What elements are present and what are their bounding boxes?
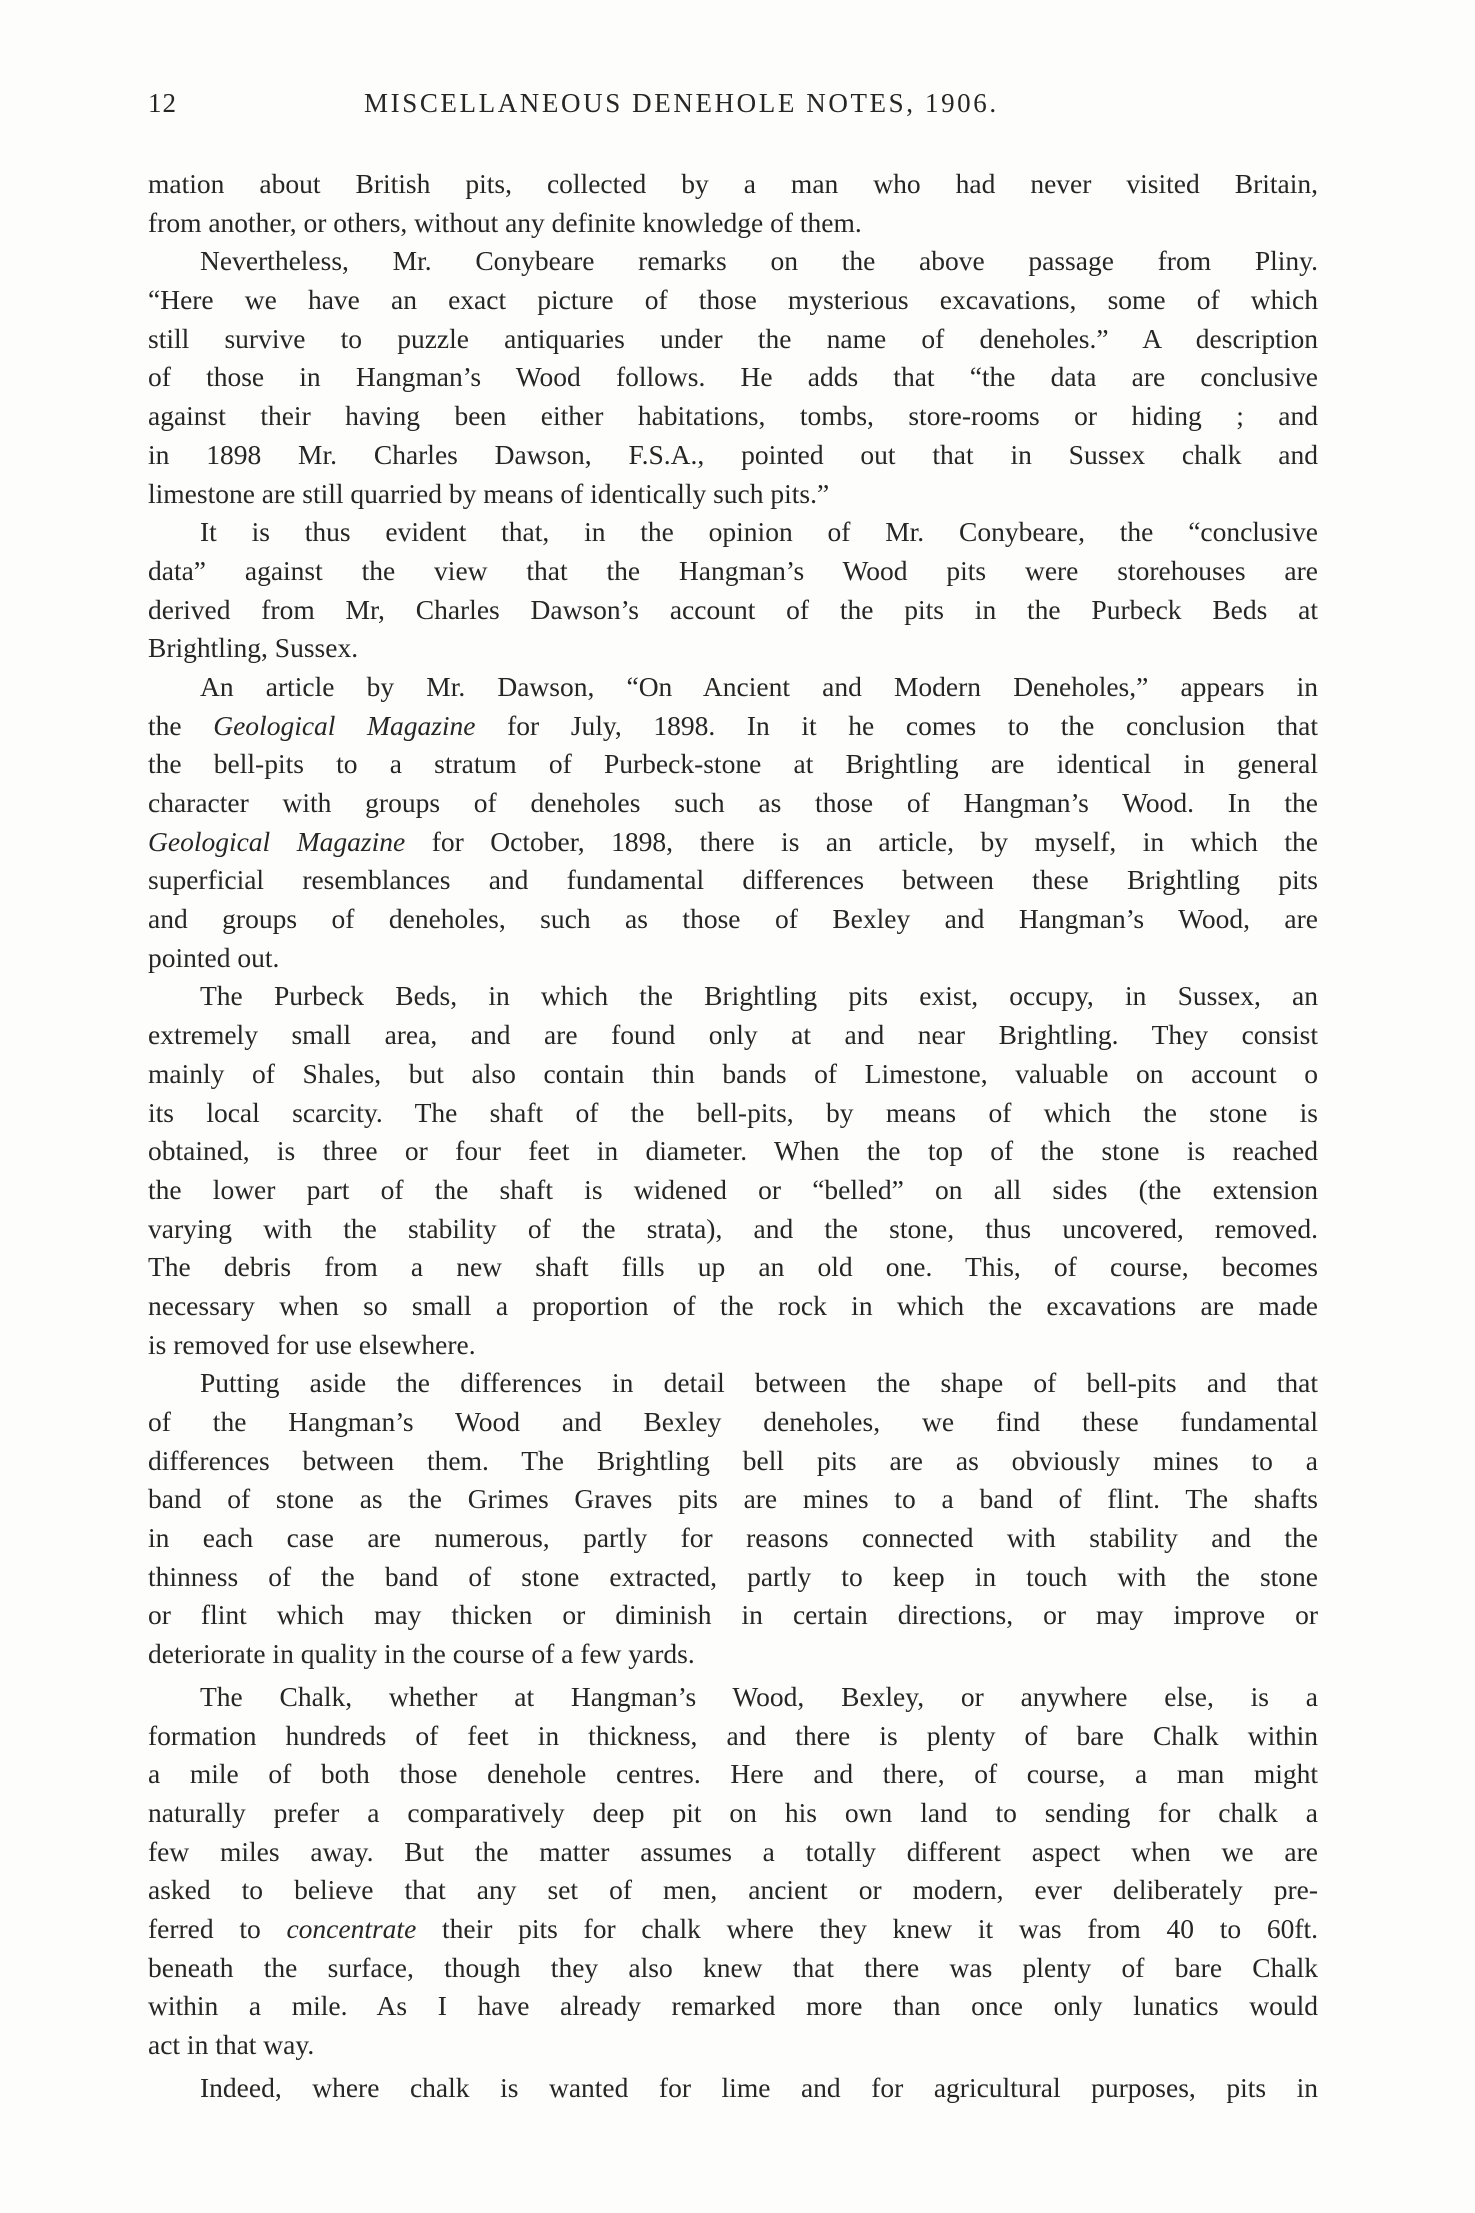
text-line: differences between them. The Brightling bell pits are as obviously mines to a bbox=[148, 1444, 1318, 1476]
text-line: within a mile. As I have already remarked more than once only lunatics would bbox=[148, 1990, 1318, 2022]
paragraph-first-line: Indeed, where chalk is wanted for lime and for agricultural purposes, pits in bbox=[200, 2071, 1318, 2103]
text-line: few miles away. But the matter assumes a totally different aspect when we are bbox=[148, 1835, 1318, 1867]
text-line: the bell-pits to a stratum of Purbeck-stone at Brightling are identical in general bbox=[148, 748, 1318, 780]
text-line: and groups of deneholes, such as those of Bexley and Hangman’s Wood, are bbox=[148, 903, 1318, 935]
paragraph-first-line: It is thus evident that, in the opinion of Mr. Conybeare, the “conclusive bbox=[200, 516, 1318, 548]
text-line: obtained, is three or four feet in diameter. When the top of the stone is reached bbox=[148, 1135, 1318, 1167]
text-line: from another, or others, without any definite knowledge of them. bbox=[148, 206, 862, 238]
text-run: for October, 1898, there is an article, by myself, in which the bbox=[405, 825, 1319, 857]
text-line: varying with the stability of the strata), and the stone, thus uncovered, removed. bbox=[148, 1212, 1318, 1244]
text-line: mainly of Shales, but also contain thin bands of Limestone, valuable on account o bbox=[148, 1057, 1318, 1089]
journal-title: Geological Magazine bbox=[148, 825, 406, 857]
text-line: deteriorate in quality in the course of a few yards. bbox=[148, 1638, 695, 1670]
text-line: the lower part of the shaft is widened or “belled” on all sides (the extension bbox=[148, 1173, 1318, 1205]
text-line: extremely small area, and are found only at and near Brightling. They consist bbox=[148, 1019, 1318, 1051]
page-number: 12 bbox=[148, 88, 177, 118]
text-line: in 1898 Mr. Charles Dawson, F.S.A., pointed out that in Sussex chalk and bbox=[148, 438, 1318, 470]
text-line: mation about British pits, collected by a man who had never visited Britain, bbox=[148, 168, 1318, 199]
text-line bbox=[148, 707, 1318, 746]
paragraph-first-line: Putting aside the differences in detail between the shape of bell-pits and that bbox=[200, 1367, 1318, 1399]
page-header bbox=[148, 82, 1318, 130]
text-line: a mile of both those denehole centres. Here and there, of course, a man might bbox=[148, 1758, 1318, 1790]
journal-title: Geological Magazine bbox=[213, 709, 476, 741]
paragraph-first-line: The Purbeck Beds, in which the Brightling pits exist, occupy, in Sussex, an bbox=[200, 980, 1318, 1012]
text-line: The debris from a new shaft fills up an old one. This, of course, becomes bbox=[148, 1251, 1318, 1283]
text-line: naturally prefer a comparatively deep pit on his own land to sending for chalk a bbox=[148, 1796, 1318, 1828]
text-run: the bbox=[148, 709, 214, 741]
text-line: data” against the view that the Hangman’s Wood pits were storehouses are bbox=[148, 554, 1318, 586]
text-line: still survive to puzzle antiquaries under the name of deneholes.” A description bbox=[148, 322, 1318, 354]
text-line: band of stone as the Grimes Graves pits are mines to a band of flint. The shafts bbox=[148, 1483, 1318, 1515]
text-line: formation hundreds of feet in thickness, and there is plenty of bare Chalk within bbox=[148, 1719, 1318, 1751]
text-line: superficial resemblances and fundamental differences between these Brightling pits bbox=[148, 864, 1318, 896]
text-line: necessary when so small a proportion of the rock in which the excavations are made bbox=[148, 1289, 1318, 1321]
paragraph-first-line: Nevertheless, Mr. Conybeare remarks on the above passage from Pliny. bbox=[200, 245, 1318, 277]
text-line: of the Hangman’s Wood and Bexley deneholes, we find these fundamental bbox=[148, 1406, 1318, 1437]
text-line: act in that way. bbox=[148, 2029, 315, 2060]
running-head: MISCELLANEOUS DENEHOLE NOTES, 1906. bbox=[364, 88, 999, 118]
text-line: against their having been either habitations, tombs, store-rooms or hiding ; and bbox=[148, 400, 1318, 432]
text-line: derived from Mr, Charles Dawson’s account of the pits in the Purbeck Beds at bbox=[148, 593, 1318, 625]
text-line: beneath the surface, though they also knew that there was plenty of bare Chalk bbox=[148, 1951, 1318, 1983]
text-line: “Here we have an exact picture of those mysterious excavations, some of which bbox=[148, 284, 1318, 316]
text-line: is removed for use elsewhere. bbox=[148, 1328, 476, 1360]
text-line: its local scarcity. The shaft of the bell-pits, by means of which the stone is bbox=[148, 1096, 1318, 1128]
text-line bbox=[148, 1910, 1318, 1949]
paragraph-first-line: An article by Mr. Dawson, “On Ancient and Modern Deneholes,” appears in bbox=[200, 670, 1318, 702]
text-line bbox=[148, 823, 1318, 862]
text-line: thinness of the band of stone extracted, partly to keep in touch with the stone bbox=[148, 1560, 1318, 1592]
text-line: asked to believe that any set of men, ancient or modern, ever deliberately pre- bbox=[148, 1874, 1318, 1906]
text-line: or flint which may thicken or diminish in certain directions, or may improve or bbox=[148, 1599, 1318, 1631]
text-line: pointed out. bbox=[148, 941, 280, 973]
text-line: limestone are still quarried by means of identically such pits.” bbox=[148, 477, 830, 509]
text-line: Brightling, Sussex. bbox=[148, 632, 359, 664]
text-line: of those in Hangman’s Wood follows. He adds that “the data are conclusive bbox=[148, 361, 1318, 393]
text-run: ferred to bbox=[148, 1912, 287, 1944]
body-text bbox=[148, 165, 1318, 2107]
paragraph-first-line: The Chalk, whether at Hangman’s Wood, Bexley, or anywhere else, is a bbox=[200, 1680, 1318, 1712]
text-run: for July, 1898. In it he comes to the conclusion that bbox=[475, 709, 1319, 741]
text-line: character with groups of deneholes such as those of Hangman’s Wood. In the bbox=[148, 787, 1318, 818]
emphasized-word: concentrate bbox=[286, 1912, 417, 1944]
text-line: in each case are numerous, partly for reasons connected with stability and the bbox=[148, 1522, 1318, 1554]
text-run: their pits for chalk where they knew it was from 40 to 60ft. bbox=[416, 1912, 1319, 1944]
